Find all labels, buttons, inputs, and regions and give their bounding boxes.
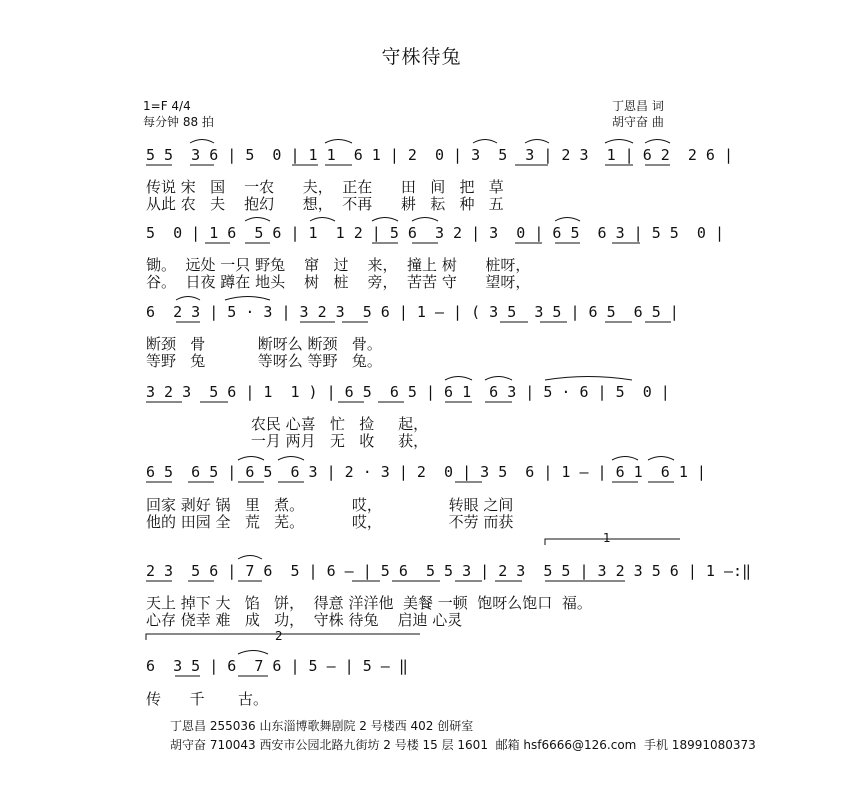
notation-row-7: 6 3 5 | 6 7 6 | 5 — | 5 — ‖ [146,657,408,675]
lyrics-row-3-verse-2: 等野 兔 等呀么 等野 兔。 [146,352,382,370]
footer-contact-lyricist: 丁恩昌 255036 山东淄博歌舞剧院 2 号楼西 402 创研室 [170,719,474,733]
lyrics-row-3-verse-1: 断颈 骨 断呀么 断颈 骨。 [146,335,382,353]
lyrics-row-5-verse-2: 他的 田园 全 荒 芜。 哎， 不劳 而获 [146,513,514,531]
lyrics-row-4-verse-2: 一月 两月 无 收 获， [146,432,429,450]
lyrics-row-2-verse-2: 谷。 日夜 蹲在 地头 树 桩 旁， 苦苦 守 望呀， [146,273,531,291]
lyrics-row-6-verse-2: 心存 侥幸 难 成 功， 守株 待兔 启迪 心灵 [146,611,463,629]
footer-contact-composer: 胡守奋 710043 西安市公园北路九街坊 2 号楼 15 层 1601 邮箱 hsf6666@126.com 手机 18991080373 [170,738,756,752]
lyricist-credit: 丁恩昌 词 [612,99,664,113]
lyrics-row-5-verse-1: 回家 剥好 锅 里 煮。 哎， 转眼 之间 [146,496,514,514]
composer-credit: 胡守奋 曲 [612,115,664,129]
volta-1-number: 1 [603,531,611,545]
volta-2-number: 2 [275,629,283,643]
lyrics-row-2-verse-1: 锄。 远处 一只 野兔 窜 过 来， 撞上 树 桩呀， [146,256,531,274]
notation-row-5: 6 5 6 5 | 6 5 6 3 | 2 · 3 | 2 0 | 3 5 6 | 1 — | 6 1 6 1 | [146,463,706,481]
notation-row-4: 3 2 3 5 6 | 1 1 ) | 6 5 6 5 | 6 1 6 3 | 5 · 6 | 5 0 | [146,383,670,401]
lyrics-row-4-verse-1: 农民 心喜 忙 捡 起， [146,415,429,433]
lyrics-row-6-verse-1: 天上 掉下 大 馅 饼， 得意 洋洋他 美餐 一顿 饱呀么饱口 福。 [146,594,592,612]
notation-row-3: 6 2 3 | 5 · 3 | 3 2 3 5 6 | 1 — | ( 3 5 3 5 | 6 5 6 5 | [146,303,679,321]
song-title: 守株待兔 [381,46,462,68]
tempo-marking: 每分钟 88 拍 [143,115,214,129]
key-signature: 1=F 4/4 [143,99,191,113]
lyrics-row-1-verse-1: 传说 宋 国 一农 夫， 正在 田 间 把 草 [146,178,504,196]
notation-row-6: 2 3 5 6 | 7 6 5 | 6 — | 5 6 5 5 3 | 2 3 5 5 | 3 2 3 5 6 | 1 —:‖ [146,562,752,580]
lyrics-row-1-verse-2: 从此 农 夫 抱幻 想， 不再 耕 耘 种 五 [146,195,504,213]
lyrics-row-7-verse-1: 传 千 古。 [146,690,268,708]
notation-row-2: 5 0 | 1 6 5 6 | 1 1 2 | 5 6 3 2 | 3 0 | 6 5 6 3 | 5 5 0 | [146,224,724,242]
notation-row-1: 5 5 3 6 | 5 0 | 1 1 6 1 | 2 0 | 3 5 3 | 2 3 1 | 6 2 2 6 | [146,146,733,164]
